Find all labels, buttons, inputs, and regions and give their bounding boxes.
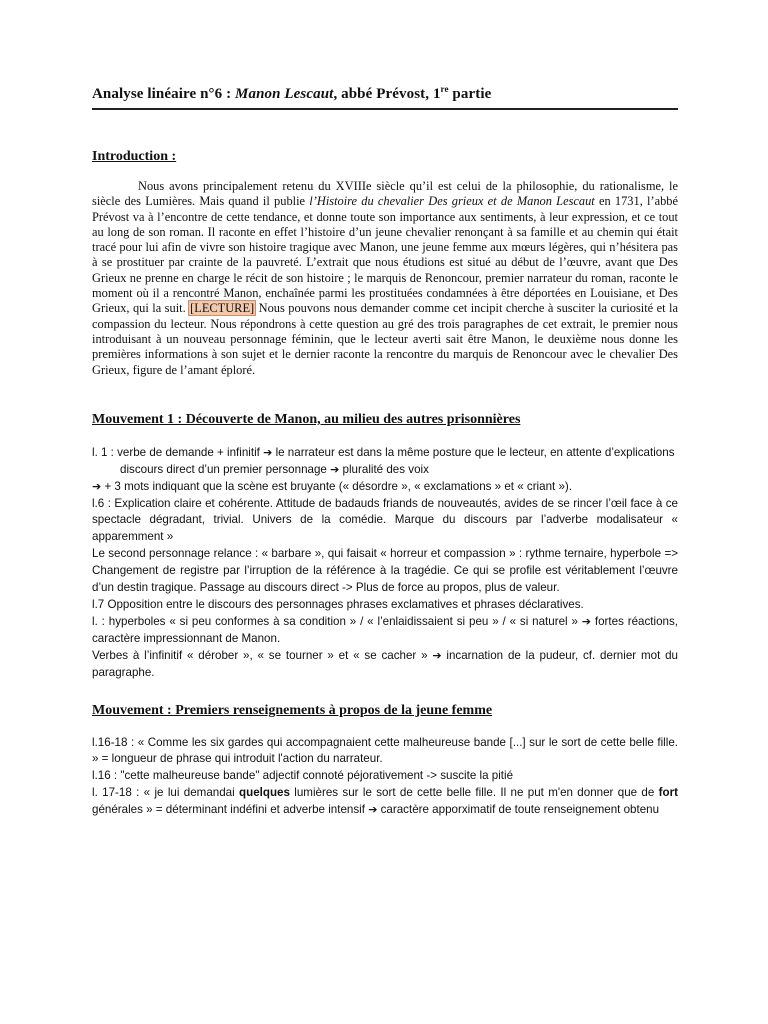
m1-line [92,614,678,648]
m1-l1b: le narrateur est dans la même posture que le lecteur, en attente d’explications [272,445,675,459]
right-arrow-icon: ➔ [581,614,591,628]
m2-bold-quelques: quelques [239,786,290,800]
header-superscript: re [440,84,449,94]
header-prefix: Analyse linéaire n°6 : [92,86,236,102]
right-arrow-icon: ➔ [368,803,378,817]
introduction-heading: Introduction : [92,149,177,164]
mouvement-1-heading: Mouvement 1 : Découverte de Manon, au milieu des autres prisonnières [92,411,521,427]
m2-bold-fort: fort [658,786,678,800]
introduction-paragraph [92,179,678,378]
m1-l8a: Verbes à l’infinitif « dérober », « se tourner » et « se cacher » [92,648,433,662]
mouvement-2-heading: Mouvement : Premiers renseignements à propos de la jeune femme [92,702,493,718]
intro-text-2: en 1731, l’abbé Prévost va à l’encontre de cette tendance, et donne toute son importance aux sentiments, à leur expression, et ce tout au long de son roman. Il raconte en effet l’histoire d’un jeune chevalier renonçant à sa famille et au chemin qui était tracé pour lui afin de vivre son histoire tragique avec Manon, une jeune femme aux mœurs légères, qui n’hésitera pas à se prostituer par crainte de la pauvreté. L’extrait que nous étudions est situé au début de l’œuvre, avant que Des Grieux ne prenne en charge le récit de son histoire ; le marquis de Renoncour, premier narrateur du roman, raconte le moment où il a rencontré Manon, enchaînée parmi les prostituées condamnées à être déportées en Louisiane, et Des Grieux, qui la suit. [92,194,679,316]
intro-text-3: Nous pouvons nous demander comme cet incipit cherche à susciter la curiosité et la compassion du lecteur. Nous répondrons à cette question au gré des trois paragraphes de cet extrait, le premier nous introduisant à un nouveau personnage féminin, que le lecteur averti sait être Manon, le deuxième nous donne les premières informations à son sujet et le dernier raconte la rencontre du marquis de Renoncour avec le chevalier Des Grieux, figure de l’amant éploré. [92,301,678,377]
m2-line: l.16 : "cette malheureuse bande" adjectif connoté péjorativement -> suscite la pitié [92,769,514,783]
m2-l3a: l. 17-18 : « je lui demandai [92,786,240,800]
m1-line [92,462,678,479]
m1-line [92,648,678,682]
m1-l2b: pluralité des voix [339,462,429,476]
document-page [92,84,678,819]
right-arrow-icon: ➔ [330,462,340,476]
intro-book-title: l’Histoire du chevalier Des grieux et de Manon Lescaut [309,194,595,209]
header-work-title: Manon Lescaut [235,86,334,102]
header-tail: partie [448,86,492,102]
right-arrow-icon: ➔ [92,479,102,493]
page-header [92,84,678,110]
right-arrow-icon: ➔ [263,445,273,459]
header-suffix: , abbé Prévost, 1 [333,86,441,102]
m1-l8b: incarnation de la pudeur, cf. dernier mot du paragraphe. [92,648,678,679]
m1-l3b: + 3 mots indiquant que la scène est bruyante (« désordre », « exclamations » et « criant »). [101,479,572,493]
right-arrow-icon: ➔ [432,648,442,662]
m1-line [92,445,678,462]
m2-l3f: caractère apporximatif de toute renseignement obtenu [377,803,660,817]
mouvement-2-body [92,735,678,820]
m1-l7b: fortes réactions, caractère impressionnant de Manon. [92,614,678,645]
mouvement-1-body [92,445,678,682]
m2-line: l.16-18 : « Comme les six gardes qui accompagnaient cette malheureuse bande [...] sur le sort de cette belle fille. » = longueur de phrase qui introduit l'action du narrateur. [92,735,678,766]
m2-l3c: lumières sur le sort de cette belle fille. Il ne put m'en donner que de [289,786,659,800]
m1-l7a: l. : hyperboles « si peu conformes à sa condition » / « l’enlaidissaient si peu » / « si naturel » [92,614,582,628]
lecture-highlight: [LECTURE] [190,301,255,316]
m1-l2a: discours direct d’un premier personnage [120,462,331,476]
intro-text-1: Nous avons principalement retenu du XVIIIe siècle qu’il est celui de la philosophie, du rationalisme, le siècle des Lumières. Mais quand il publie [92,179,678,209]
m1-line: Le second personnage relance : « barbare », qui faisait « horreur et compassion » : rythme ternaire, hyperbole => Changement de registre par l’irruption de la référence à la tragédie. Ce qui se profile est véritablement l’œuvre d’un destin tragique. Passage au discours direct -> Plus de force au propos, plus de valeur. [92,547,678,595]
m1-line: l.6 : Explication claire et cohérente. Attitude de badauds friands de nouveautés, avides de se rincer l’œil face à ce spectacle dégradant, trivial. Univers de la comédie. Marque du discours par l’adverbe modalisateur « apparemment » [92,496,678,544]
m1-line [92,479,678,496]
m2-line [92,785,678,819]
m2-l3e: générales » = déterminant indéfini et adverbe intensif [92,803,369,817]
m1-line: l.7 Opposition entre le discours des personnages phrases exclamatives et phrases déclaratives. [92,598,584,612]
m1-l1a: l. 1 : verbe de demande + infinitif [92,445,264,459]
